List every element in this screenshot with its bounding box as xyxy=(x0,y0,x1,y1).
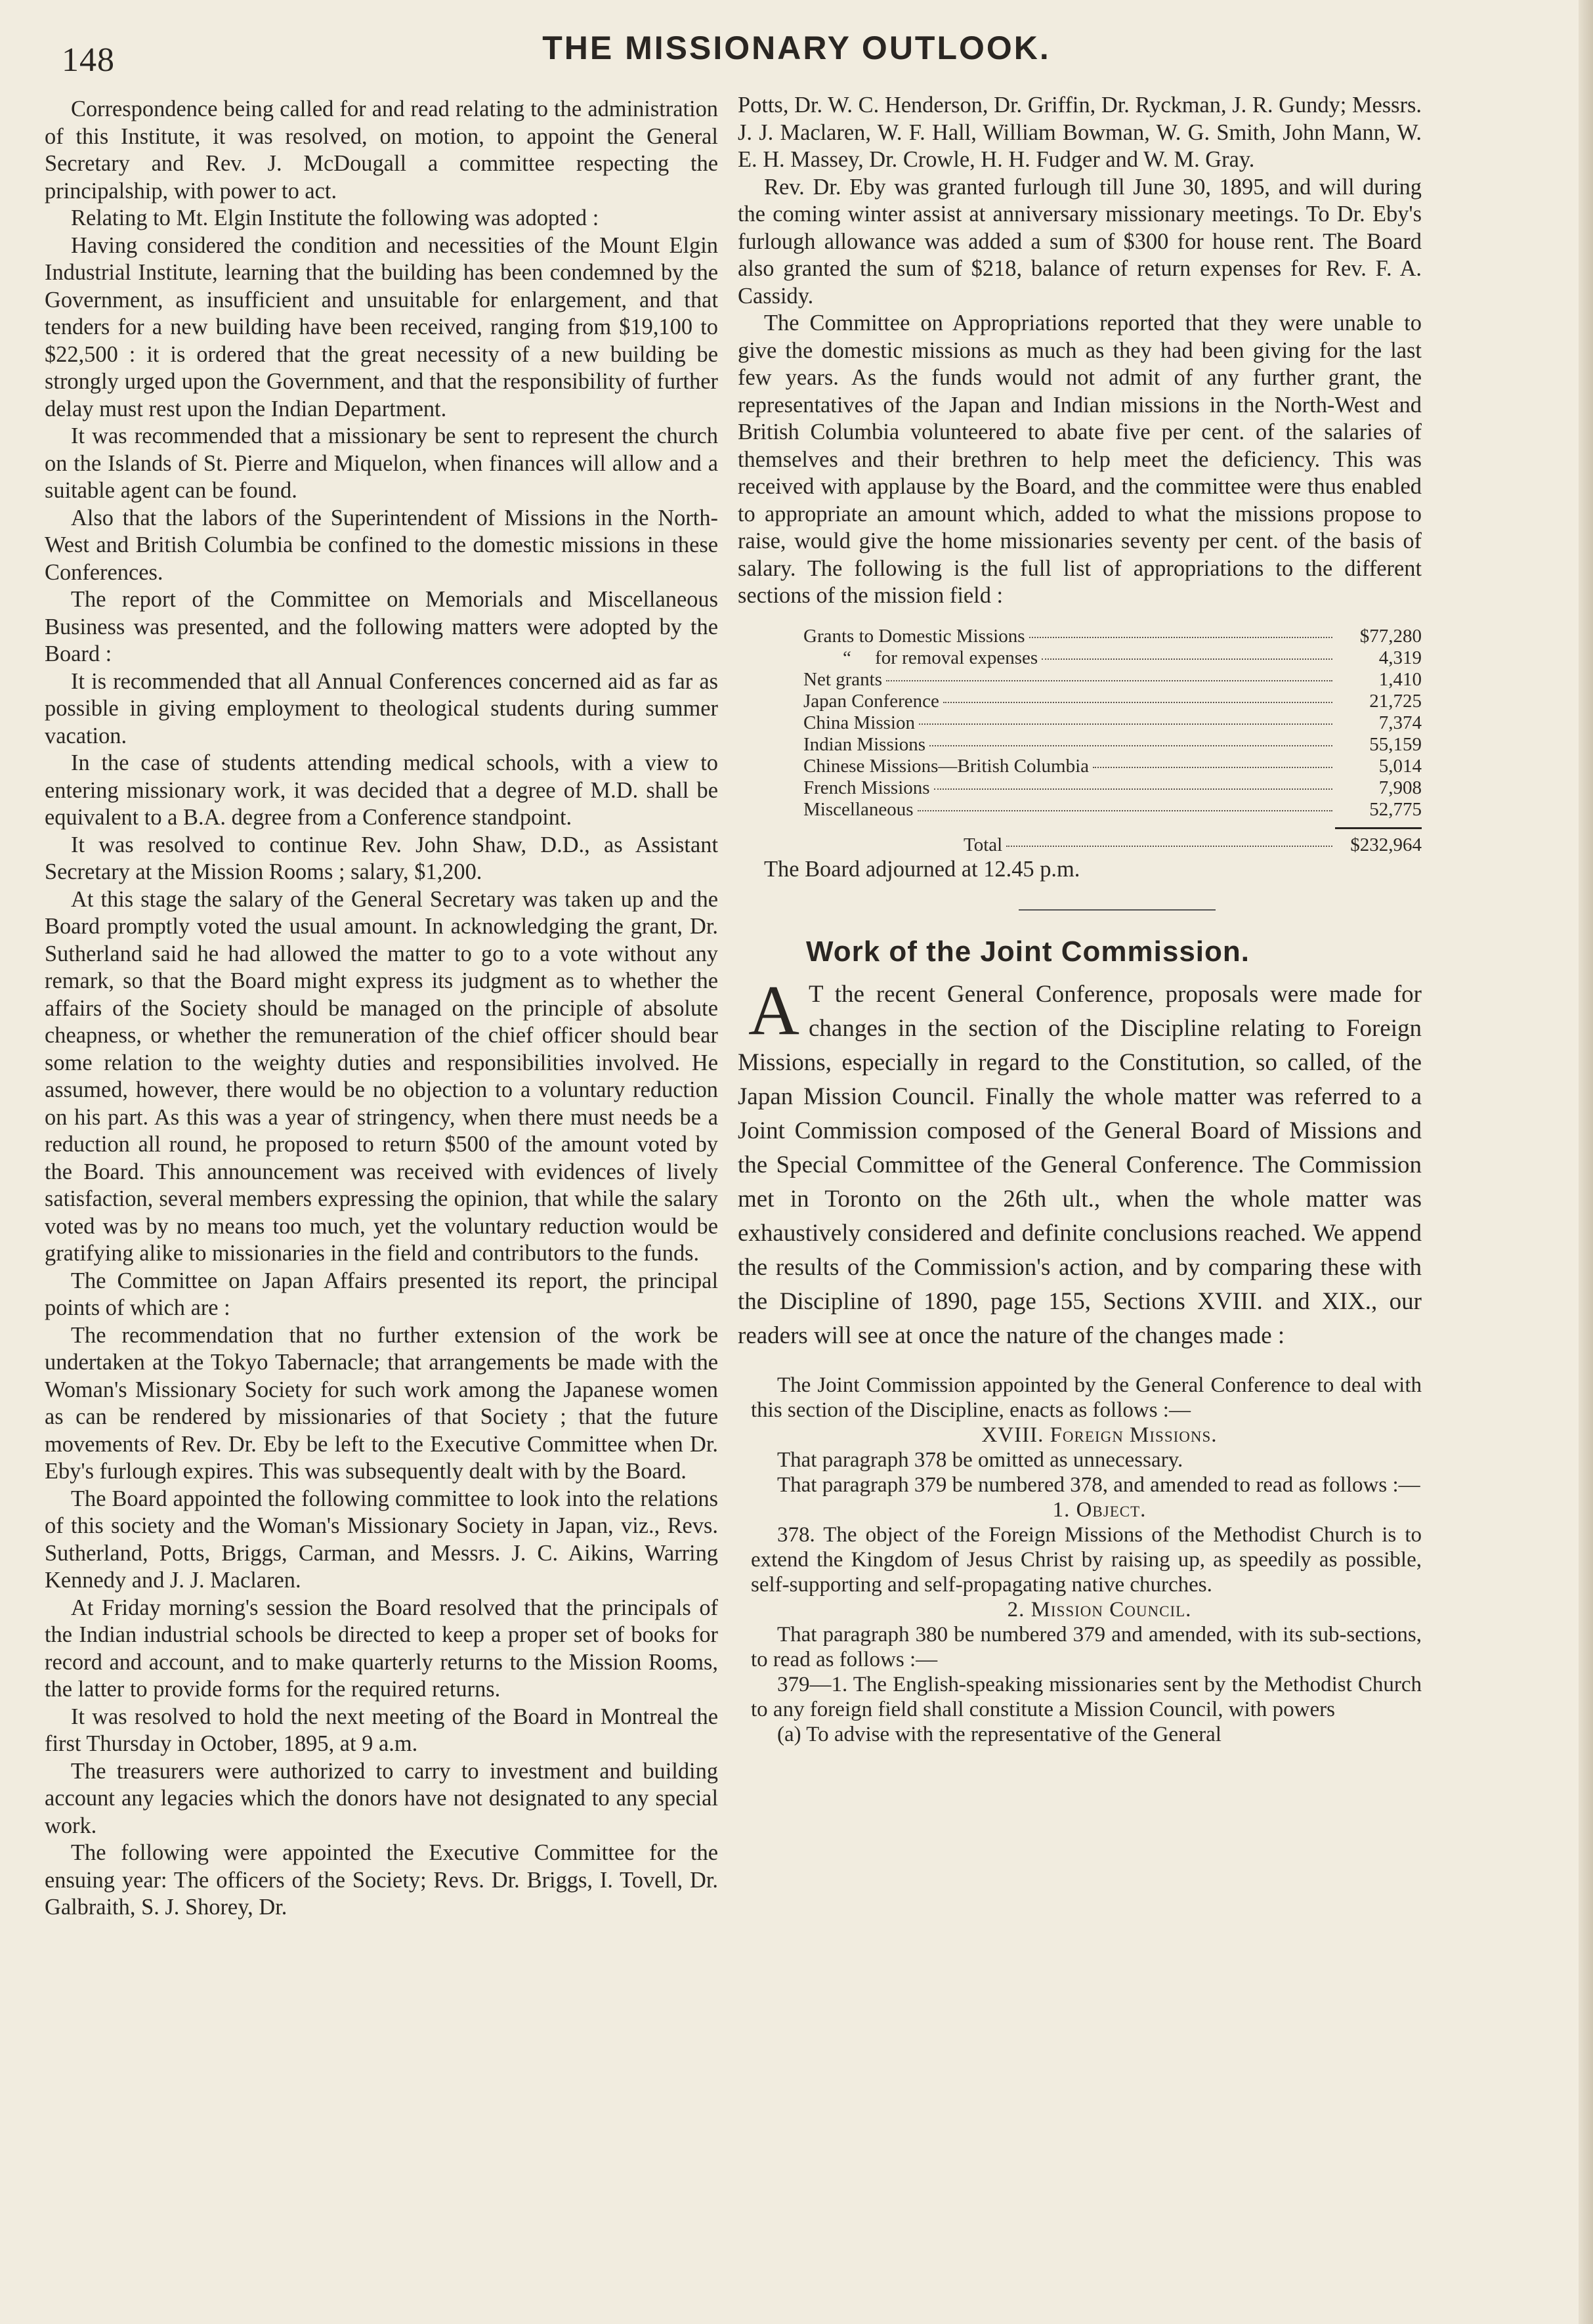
appropriation-amount: 52,775 xyxy=(1369,798,1422,820)
paragraph: The treasurers were authorized to carry to investment and building account any legacies which the donors have not designated to any special work. xyxy=(45,1758,718,1838)
paragraph: That paragraph 380 be numbered 379 and amended, with its sub-sections, to read as follows :— xyxy=(751,1622,1422,1671)
leader-dots xyxy=(934,788,1332,790)
paragraph: It is recommended that all Annual Conferences concerned aid as far as possible in giving employment to theological students during summer vacation. xyxy=(45,668,718,748)
lede-paragraph xyxy=(738,971,1422,1353)
leader-dots xyxy=(943,702,1332,703)
paragraph: The Committee on Japan Affairs presented its report, the principal points of which are : xyxy=(45,1268,718,1320)
appropriation-label: Indian Missions xyxy=(803,733,926,755)
appropriation-amount: 55,159 xyxy=(1369,733,1422,755)
appropriation-label: Grants to Domestic Missions xyxy=(803,625,1025,647)
right-column xyxy=(738,92,1422,1747)
section-title: Work of the Joint Commission. xyxy=(806,936,1250,968)
paragraph: The report of the Committee on Memorials and Miscellaneous Business was presented, and the following matters were adopted by the Board : xyxy=(45,587,718,666)
paragraph: It was recommended that a missionary be sent to represent the church on the Islands of St. Pierre and Miquelon, when finances will allow and a suitable agent can be found. xyxy=(45,423,718,503)
section-divider xyxy=(1019,909,1216,911)
leader-dots xyxy=(1006,846,1332,847)
page-number: 148 xyxy=(62,41,115,79)
appropriation-amount: 21,725 xyxy=(1369,690,1422,712)
paragraph: 378. The object of the Foreign Missions of the Methodist Church is to extend the Kingdom of Jesus Christ by raising up, as speedily as possible, self-supporting and self-propagating native churches. xyxy=(751,1522,1422,1597)
appropriation-row xyxy=(803,712,1422,734)
total-amount: $232,964 xyxy=(1350,834,1422,855)
leader-dots xyxy=(1042,658,1332,660)
leader-dots xyxy=(919,723,1332,725)
drop-cap: A xyxy=(748,971,799,1050)
appropriation-amount: $77,280 xyxy=(1359,625,1422,647)
paragraph: Potts, Dr. W. C. Henderson, Dr. Griffin, Dr. Ryckman, J. R. Gundy; Messrs. J. J. Maclaren, W. F. Hall, William Bowman, W. G. Smith, John Mann, W. E. H. Massey, Dr. Crowle, H. H. Fudger and W. M. Gray. xyxy=(738,93,1422,172)
paragraph: That paragraph 378 be omitted as unnecessary. xyxy=(777,1448,1183,1472)
paragraph: At this stage the salary of the General Secretary was taken up and the Board promptly voted the usual amount. In acknowledging the grant, Dr. Sutherland said he had allowed the matter to go to a vote without any remark, so that the Board might express its judgment as to whether the affairs of the Society should be managed on the principle of absolute cheapness, or whether the remuneration of the chief officer should bear some relation to the weighty duties and responsibilities involved. He assumed, however, there would be no objection to a voluntary reduction on his part. As this was a year of stringency, when there must needs be a reduction all round, he proposed to return $500 of the amount voted by the Board. This announcement was received with evidences of lively satisfaction, several members expressing the opinion, that while the salary voted was by no means too much, yet the voluntary reduction would be gratifying alike to missionaries in the field and contributors to the funds. xyxy=(45,886,718,1266)
paragraph: It was resolved to hold the next meeting of the Board in Montreal the first Thursday in October, 1895, at 9 a.m. xyxy=(45,1704,718,1756)
total-rule xyxy=(1335,827,1422,829)
appropriation-row xyxy=(803,799,1422,821)
appropriation-amount: 5,014 xyxy=(1378,755,1422,777)
paragraph: At Friday morning's session the Board resolved that the principals of the Indian industrial schools be directed to keep a proper set of books for record and account, and to make quarterly returns to the Mission Rooms, the latter to provide forms for the required returns. xyxy=(45,1595,718,1702)
paragraph: Rev. Dr. Eby was granted furlough till June 30, 1895, and will during the coming winter assist at anniversary missionary meetings. To Dr. Eby's furlough allowance was added a sum of $300 for house rent. The Board also granted the sum of $218, balance of return expenses for Rev. F. A. Cassidy. xyxy=(738,174,1422,309)
appropriations-table xyxy=(803,626,1422,856)
appropriation-row xyxy=(803,626,1422,647)
appropriation-amount: 7,374 xyxy=(1378,712,1422,733)
leader-dots xyxy=(929,745,1332,746)
leader-dots xyxy=(918,810,1332,811)
appropriation-row xyxy=(803,756,1422,777)
appropriation-amount: 7,908 xyxy=(1378,777,1422,798)
heading-object: 1. Object. xyxy=(1052,1497,1147,1522)
enactment-section xyxy=(738,1373,1422,1747)
heading-mission-council: 2. Mission Council. xyxy=(1007,1597,1192,1622)
appropriation-row xyxy=(803,777,1422,799)
appropriation-label: “ for removal expenses xyxy=(843,647,1038,668)
heading-foreign-missions: XVIII. Foreign Missions. xyxy=(981,1423,1218,1447)
total-label: Total xyxy=(964,834,1003,855)
appropriation-amount: 4,319 xyxy=(1378,647,1422,668)
appropriation-row xyxy=(803,734,1422,756)
appropriation-row xyxy=(803,647,1422,669)
appropriation-label: French Missions xyxy=(803,777,930,798)
paragraph: In the case of students attending medical schools, with a view to entering missionary work, it was decided that a degree of M.D. shall be equivalent to a B.A. degree from a Conference standpoint. xyxy=(45,750,718,830)
appropriation-amount: 1,410 xyxy=(1378,668,1422,690)
paragraph: Correspondence being called for and read relating to the administration of this Institute, it was resolved, on motion, to appoint the General Secretary and Rev. J. McDougall a committee respecting the principalship, with power to act. xyxy=(45,97,718,204)
paragraph: The Committee on Appropriations reported that they were unable to give the domestic missions as much as they had been giving for the last few years. As the funds would not admit of any further grant, the representatives of the Japan and Indian missions in the North-West and British Columbia volunteered to abate five per cent. of the salaries of themselves and their brethren to help meet the deficiency. This was received with applause by the Board, and the committee were thus enabled to appropriate an amount which, added to what the missions propose to raise, would give the home missionaries seventy per cent. of the basis of salary. The following is the full list of appropriations to the different sections of the mission field : xyxy=(738,311,1422,608)
lede-text: T the recent General Conference, proposals were made for changes in the section of the Discipline relating to Foreign Missions, especially in regard to the Constitution, so called, of the Japan Mission Council. Finally the whole matter was referred to a Joint Commission composed of the General Board of Missions and the Special Committee of the General Conference. The Commission met in Toronto on the 26th ult., when the whole matter was exhaustively considered and definite conclusions reached. We append the results of the Commission's action, and by comparing these with the Discipline of 1890, page 155, Sections XVIII. and XIX., our readers will see at once the nature of the changes made : xyxy=(738,980,1422,1349)
paragraph: The recommendation that no further extension of the work be undertaken at the Tokyo Tabernacle; that arrangements be made with the Woman's Missionary Society for such work among the Japanese women as can be rendered by missionaries of that Society ; that the future movements of Rev. Dr. Eby be left to the Executive Committee when Dr. Eby's furlough expires. This was subsequently dealt with by the Board. xyxy=(45,1322,718,1484)
appropriation-label: Chinese Missions—British Columbia xyxy=(803,755,1090,777)
enactment-intro: The Joint Commission appointed by the General Conference to deal with this section of the Discipline, enacts as follows :— xyxy=(751,1373,1422,1422)
paragraph: It was resolved to continue Rev. John Shaw, D.D., as Assistant Secretary at the Mission Rooms ; salary, $1,200. xyxy=(45,832,718,884)
left-column xyxy=(45,96,718,1922)
paragraph: Relating to Mt. Elgin Institute the following was adopted : xyxy=(71,205,599,230)
appropriation-row xyxy=(803,669,1422,691)
appropriation-label: China Mission xyxy=(803,712,915,733)
paragraph: The Board appointed the following committee to look into the relations of this society and the Woman's Missionary Society in Japan, viz., Revs. Sutherland, Potts, Briggs, Carman, and Messrs. J. C. Aikins, Warring Kennedy and J. J. Maclaren. xyxy=(45,1486,718,1593)
leader-dots xyxy=(1093,767,1332,768)
leader-dots xyxy=(886,680,1332,681)
page-edge xyxy=(1579,0,1593,2324)
paragraph: The following were appointed the Executive Committee for the ensuing year: The officers of the Society; Revs. Dr. Briggs, I. Tovell, Dr. Galbraith, S. J. Shorey, Dr. xyxy=(45,1840,718,1920)
paragraph: That paragraph 379 be numbered 378, and amended to read as follows :— xyxy=(777,1473,1420,1497)
paragraph: 379—1. The English-speaking missionaries sent by the Methodist Church to any foreign field shall constitute a Mission Council, with powers xyxy=(751,1672,1422,1721)
adjournment-note: The Board adjourned at 12.45 p.m. xyxy=(764,856,1080,882)
leader-dots xyxy=(1029,637,1332,638)
appropriation-label: Miscellaneous xyxy=(803,798,914,820)
running-head: THE MISSIONARY OUTLOOK. xyxy=(542,30,1051,66)
appropriation-row xyxy=(803,691,1422,712)
total-row xyxy=(803,834,1422,856)
paragraph: Having considered the condition and necessities of the Mount Elgin Industrial Institute, learning that the building has been condemned by the Government, as insufficient and unsuitable for enlargement, and that tenders for a new building have been received, ranging from $19,100 to $22,500 : it is ordered that the great necessity of a new building be strongly urged upon the Government, and that the responsibility of further delay must rest upon the Indian Department. xyxy=(45,232,718,421)
paragraph: (a) To advise with the representative of the General xyxy=(777,1722,1221,1746)
paragraph: Also that the labors of the Superintendent of Missions in the North-West and British Columbia be confined to the domestic missions in these Conferences. xyxy=(45,505,718,585)
appropriation-label: Japan Conference xyxy=(803,690,939,712)
appropriation-label: Net grants xyxy=(803,668,882,690)
